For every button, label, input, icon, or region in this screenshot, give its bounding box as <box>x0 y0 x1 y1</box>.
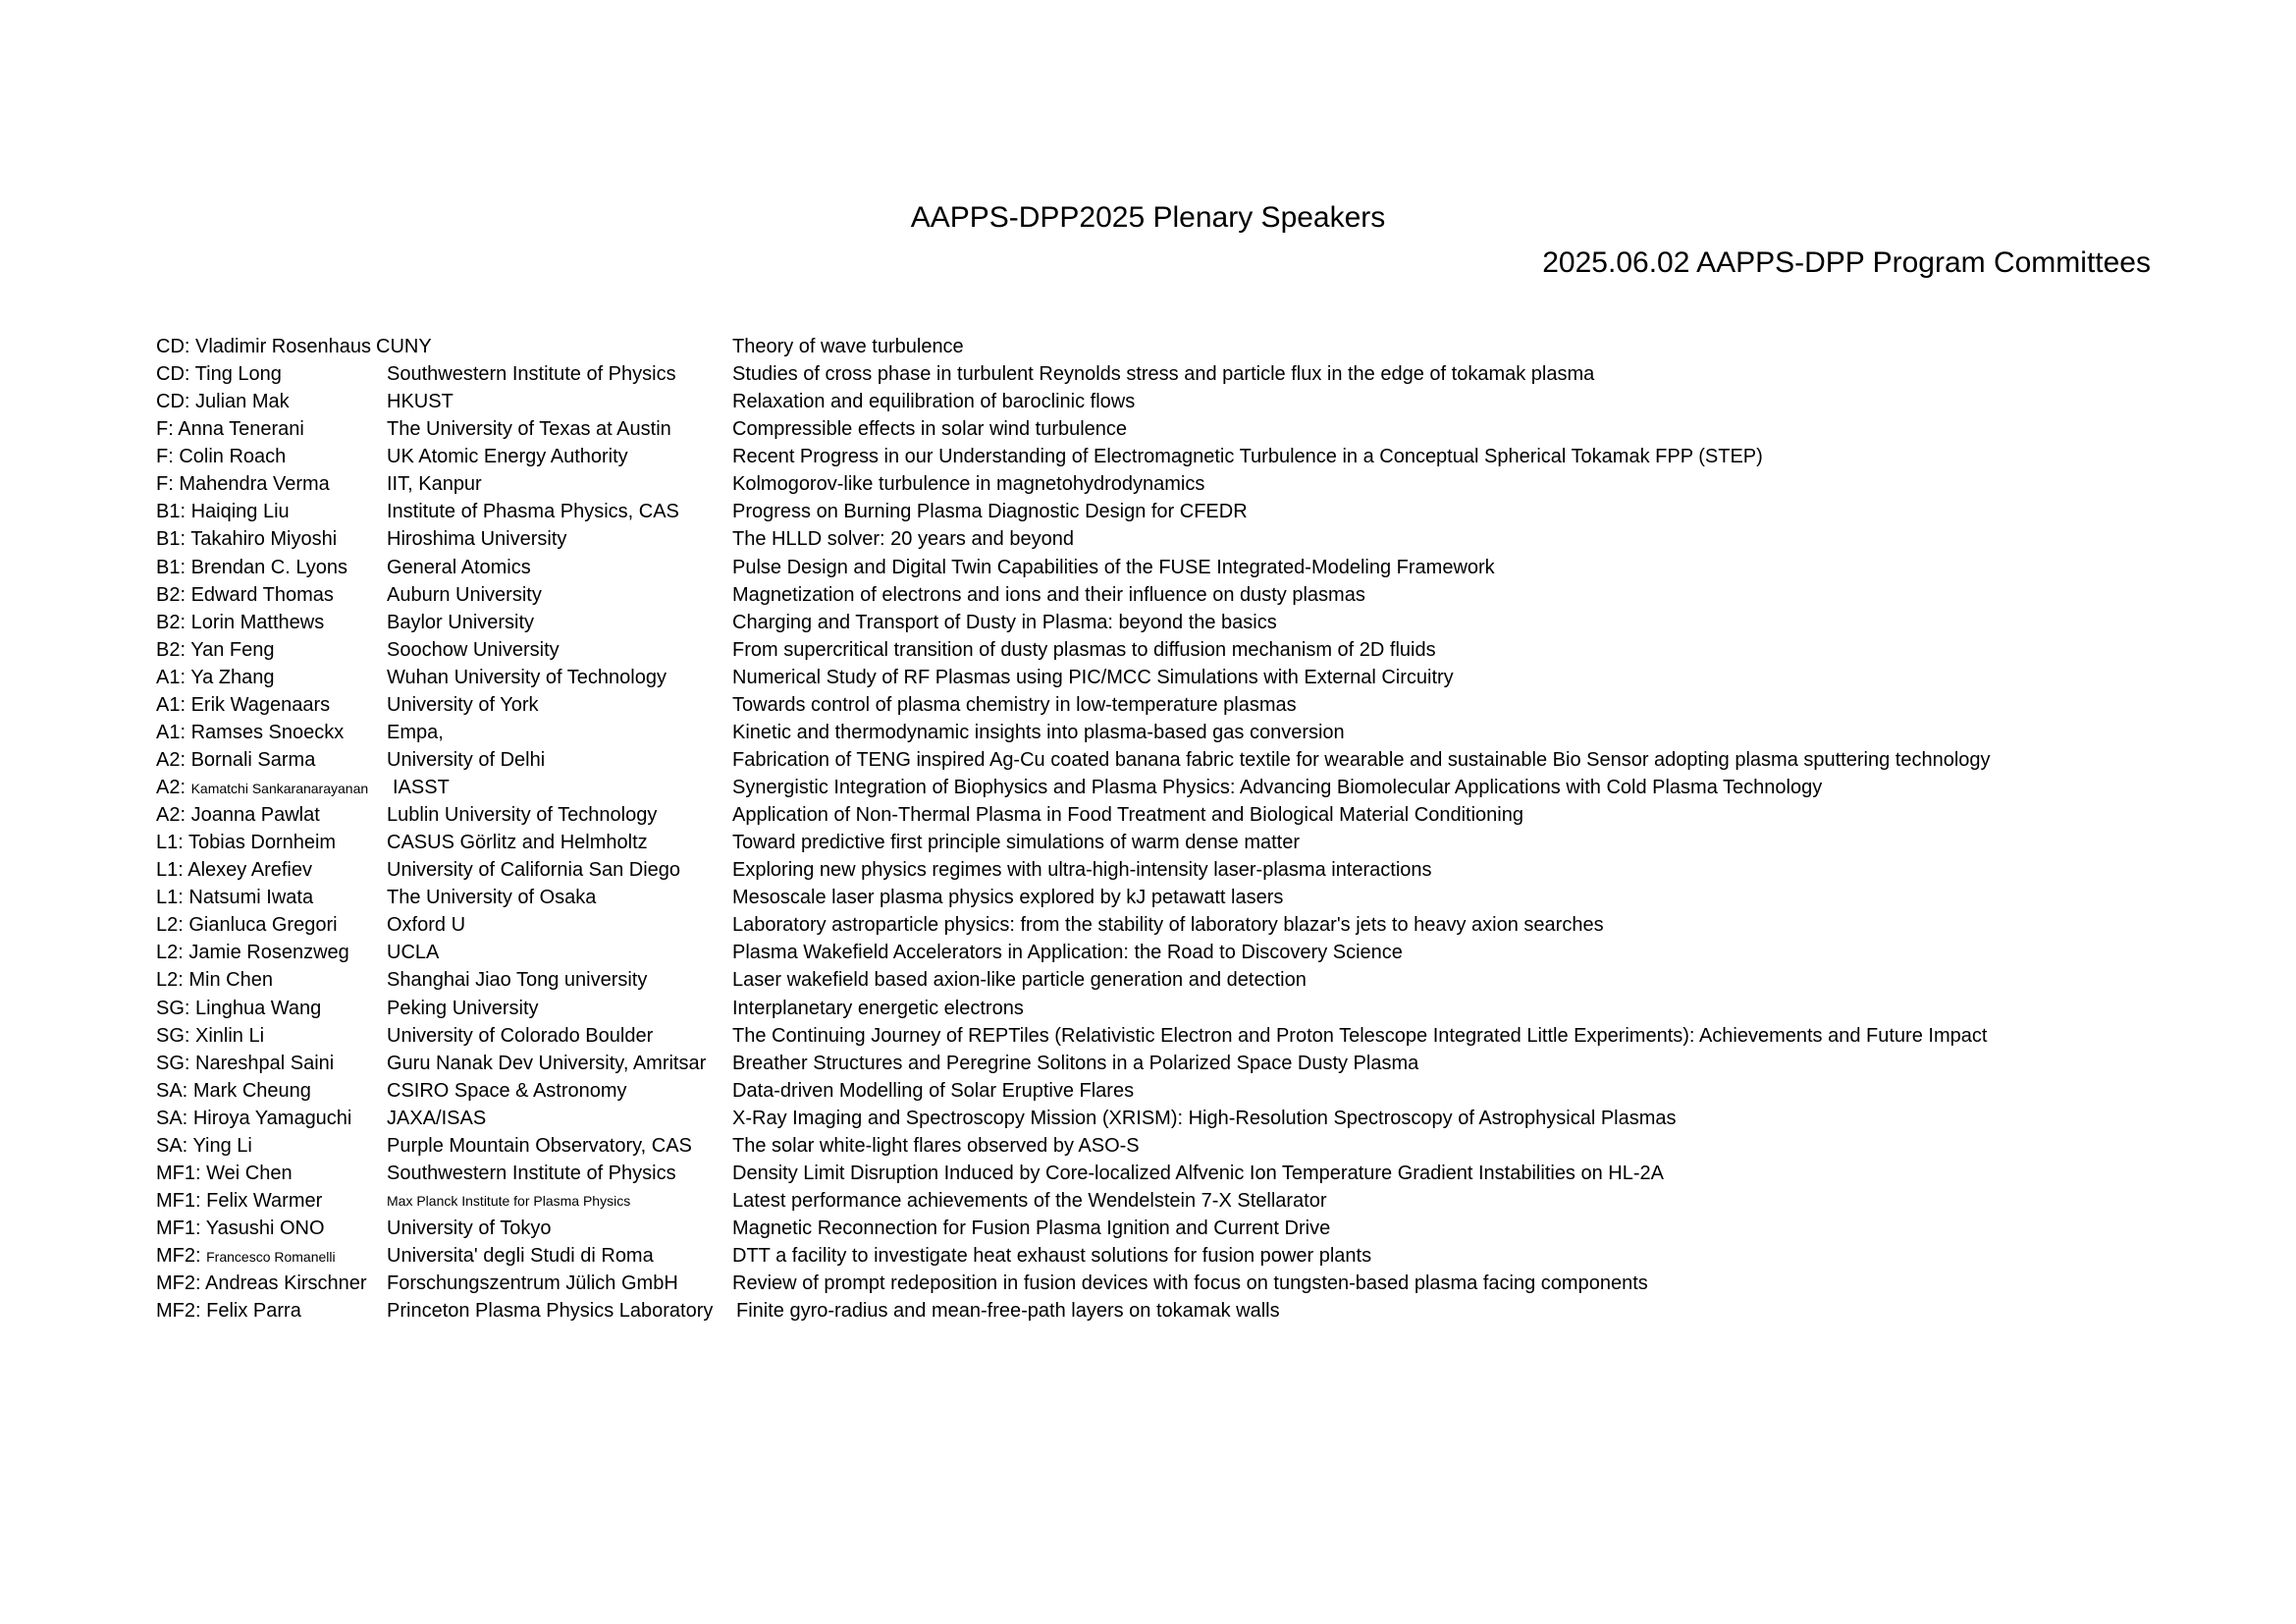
institution: University of York <box>387 693 539 716</box>
institution: University of Delhi <box>387 748 546 771</box>
talk-title: Charging and Transport of Dusty in Plasma: beyond the basics <box>732 611 1277 633</box>
speaker-cell <box>156 581 334 609</box>
table-row <box>156 1270 2217 1297</box>
institution: UK Atomic Energy Authority <box>387 446 628 468</box>
talk-title: Interplanetary energetic electrons <box>732 997 1024 1019</box>
session-code: MF2: <box>156 1245 201 1268</box>
table-row <box>156 636 2217 664</box>
speaker-name: Julian Mak <box>195 391 290 413</box>
session-code: A1: <box>156 721 187 743</box>
table-row <box>156 1242 2217 1270</box>
talk-title: Density Limit Disruption Induced by Core-localized Alfvenic Ion Temperature Gradient Instabilities on HL-2A <box>732 1162 1664 1184</box>
institution: Max Planck Institute for Plasma Physics <box>387 1192 631 1209</box>
speaker-name: Min Chen <box>188 969 273 992</box>
speaker-name: Ying Li <box>192 1134 252 1157</box>
speaker-name: Wei Chen <box>206 1162 293 1184</box>
speaker-cell <box>156 636 274 664</box>
talk-title: Plasma Wakefield Accelerators in Application: the Road to Discovery Science <box>732 942 1403 964</box>
table-row <box>156 1132 2217 1160</box>
page-subtitle: 2025.06.02 AAPPS-DPP Program Committees <box>1542 246 2151 279</box>
speaker-cell <box>156 1077 311 1105</box>
speaker-name: Ting Long <box>194 363 282 386</box>
institution: Guru Nanak Dev University, Amritsar <box>387 1052 707 1074</box>
institution: CSIRO Space & Astronomy <box>387 1079 627 1102</box>
institution: Universita' degli Studi di Roma <box>387 1245 654 1268</box>
talk-title: Pulse Design and Digital Twin Capabilities of the FUSE Integrated-Modeling Framework <box>732 556 1495 578</box>
talk-title: Progress on Burning Plasma Diagnostic Design for CFEDR <box>732 501 1248 523</box>
talk-title: Laser wakefield based axion-like particle generation and detection <box>732 969 1307 992</box>
talk-title: Data-driven Modelling of Solar Eruptive Flares <box>732 1079 1135 1102</box>
session-code: F: <box>156 473 174 496</box>
table-row <box>156 470 2217 498</box>
speaker-name: Hiroya Yamaguchi <box>192 1107 352 1129</box>
speaker-cell <box>156 388 290 415</box>
institution: University of Colorado Boulder <box>387 1024 654 1047</box>
speaker-cell <box>156 609 324 636</box>
session-code: B1: <box>156 501 187 523</box>
speaker-cell <box>156 1022 264 1050</box>
speaker-cell <box>156 884 313 911</box>
institution: The University of Texas at Austin <box>387 418 671 441</box>
table-row <box>156 746 2217 774</box>
talk-title: Magnetization of electrons and ions and their influence on dusty plasmas <box>732 583 1365 606</box>
speaker-name: Ramses Snoeckx <box>190 721 345 743</box>
session-code: A1: <box>156 666 187 688</box>
talk-title: Review of prompt redeposition in fusion devices with focus on tungsten-based plasma facing components <box>732 1272 1648 1295</box>
speaker-cell <box>156 911 338 939</box>
table-row <box>156 829 2217 856</box>
speaker-name: Edward Thomas <box>190 583 334 606</box>
speaker-name: Tobias Dornheim <box>188 832 337 854</box>
session-code: A2: <box>156 804 187 827</box>
session-code: B1: <box>156 528 187 551</box>
talk-title: Kolmogorov-like turbulence in magnetohydrodynamics <box>732 473 1205 496</box>
speaker-name: Mahendra Verma <box>179 473 330 496</box>
speaker-cell <box>156 1160 293 1187</box>
speaker-cell <box>156 691 330 719</box>
session-code: MF2: <box>156 1272 201 1295</box>
session-code: L1: <box>156 832 184 854</box>
speaker-cell <box>156 415 304 443</box>
speaker-name: Bornali Sarma <box>190 748 316 771</box>
speaker-cell <box>156 746 315 774</box>
table-row <box>156 911 2217 939</box>
session-code: L1: <box>156 859 184 882</box>
institution: Wuhan University of Technology <box>387 666 667 688</box>
talk-title: Finite gyro-radius and mean-free-path layers on tokamak walls <box>736 1300 1280 1323</box>
session-code: SA: <box>156 1107 188 1129</box>
table-row <box>156 856 2217 884</box>
institution: General Atomics <box>387 556 531 578</box>
speaker-cell <box>156 1132 252 1160</box>
session-code: B2: <box>156 611 187 633</box>
session-code: SA: <box>156 1079 188 1102</box>
speaker-cell <box>156 774 368 802</box>
talk-title: Numerical Study of RF Plasmas using PIC/MCC Simulations with External Circuitry <box>732 666 1454 688</box>
institution: Peking University <box>387 997 539 1019</box>
table-row <box>156 498 2217 525</box>
speaker-cell <box>156 554 347 581</box>
table-row <box>156 691 2217 719</box>
session-code: CD: <box>156 391 190 413</box>
talk-title: Mesoscale laser plasma physics explored by kJ petawatt lasers <box>732 887 1284 909</box>
table-row <box>156 995 2217 1022</box>
speaker-cell <box>156 1050 334 1077</box>
talk-title: Compressible effects in solar wind turbulence <box>732 418 1128 441</box>
speaker-cell <box>156 856 312 884</box>
institution: University of California San Diego <box>387 859 681 882</box>
speaker-cell <box>156 719 344 746</box>
speaker-cell <box>156 443 286 470</box>
talk-title: DTT a facility to investigate heat exhaust solutions for fusion power plants <box>732 1245 1372 1268</box>
talk-title: Application of Non-Thermal Plasma in Food Treatment and Biological Material Conditioning <box>732 804 1523 827</box>
talk-title: X-Ray Imaging and Spectroscopy Mission (XRISM): High-Resolution Spectroscopy of Astrophysical Plasmas <box>732 1107 1677 1129</box>
session-code: A1: <box>156 693 187 716</box>
speaker-name: Yasushi ONO <box>205 1218 325 1239</box>
table-row <box>156 664 2217 691</box>
talk-title: Studies of cross phase in turbulent Reynolds stress and particle flux in the edge of tokamak plasma <box>732 363 1595 386</box>
speaker-cell <box>156 498 290 525</box>
session-code: MF1: <box>156 1189 201 1212</box>
session-code: B1: <box>156 556 187 578</box>
institution: IIT, Kanpur <box>387 473 482 496</box>
table-row <box>156 360 2217 388</box>
institution: Forschungszentrum Jülich GmbH <box>387 1272 678 1295</box>
table-row <box>156 1105 2217 1132</box>
speaker-name: Xinlin Li <box>195 1024 265 1047</box>
speaker-name: Jamie Rosenzweg <box>188 942 349 964</box>
talk-title: Laboratory astroparticle physics: from the stability of laboratory blazar's jets to heavy axion searches <box>732 914 1604 937</box>
session-code: CD: <box>156 363 190 386</box>
talk-title: Kinetic and thermodynamic insights into plasma-based gas conversion <box>732 721 1345 743</box>
institution: Baylor University <box>387 611 535 633</box>
institution: Empa, <box>387 721 444 743</box>
table-row <box>156 966 2217 994</box>
speaker-name: Colin Roach <box>179 446 287 468</box>
speaker-cell <box>156 1215 325 1242</box>
speaker-cell <box>156 360 282 388</box>
table-row <box>156 1215 2217 1242</box>
speaker-cell <box>156 1270 367 1297</box>
talk-title: Latest performance achievements of the Wendelstein 7-X Stellarator <box>732 1189 1327 1212</box>
session-code: F: <box>156 418 174 441</box>
table-row <box>156 415 2217 443</box>
session-code: A2: <box>156 777 187 798</box>
institution: Hiroshima University <box>387 528 567 551</box>
speaker-name: Felix Warmer <box>206 1189 323 1212</box>
speaker-name: Yan Feng <box>190 638 275 661</box>
speaker-name: Natsumi Iwata <box>188 887 314 909</box>
institution: UCLA <box>387 942 440 964</box>
session-code: MF1: <box>156 1218 201 1239</box>
table-row <box>156 1187 2217 1215</box>
session-code: SG: <box>156 1024 190 1047</box>
session-code: SG: <box>156 997 190 1019</box>
table-row <box>156 1022 2217 1050</box>
speaker-cell <box>156 664 274 691</box>
talk-title: The HLLD solver: 20 years and beyond <box>732 528 1074 551</box>
talk-title: Synergistic Integration of Biophysics and Plasma Physics: Advancing Biomolecular Applications with Cold Plasma Technology <box>732 777 1823 798</box>
talk-title: Towards control of plasma chemistry in low-temperature plasmas <box>732 693 1297 716</box>
speaker-cell <box>156 1297 301 1325</box>
speaker-cell <box>156 995 321 1022</box>
speaker-cell <box>156 333 371 360</box>
table-row <box>156 801 2217 829</box>
talk-title: Relaxation and equilibration of baroclinic flows <box>732 391 1136 413</box>
talk-title: The solar white-light flares observed by ASO-S <box>732 1134 1140 1157</box>
institution: HKUST <box>387 391 454 413</box>
session-code: L1: <box>156 887 184 909</box>
table-row <box>156 774 2217 801</box>
talk-title: Magnetic Reconnection for Fusion Plasma Ignition and Current Drive <box>732 1218 1331 1239</box>
table-row <box>156 1077 2217 1105</box>
session-code: B2: <box>156 583 187 606</box>
talk-title: Toward predictive first principle simulations of warm dense matter <box>732 832 1300 854</box>
session-code: MF2: <box>156 1300 201 1323</box>
institution: Princeton Plasma Physics Laboratory <box>387 1300 714 1323</box>
session-code: B2: <box>156 638 187 661</box>
session-code: A2: <box>156 748 187 771</box>
session-code: L2: <box>156 914 184 937</box>
speaker-name: Linghua Wang <box>195 997 322 1019</box>
talk-title: Breather Structures and Peregrine Solitons in a Polarized Space Dusty Plasma <box>732 1052 1419 1074</box>
institution: The University of Osaka <box>387 887 597 909</box>
session-code: CD: <box>156 336 190 357</box>
speaker-cell <box>156 829 336 856</box>
speaker-name: Lorin Matthews <box>190 611 325 633</box>
speaker-name: Gianluca Gregori <box>188 914 338 937</box>
speaker-name: Kamatchi Sankaranarayanan <box>190 781 369 796</box>
speaker-name: Ya Zhang <box>190 666 275 688</box>
institution: Southwestern Institute of Physics <box>387 363 676 386</box>
table-row <box>156 554 2217 581</box>
table-row <box>156 884 2217 911</box>
talk-title: Recent Progress in our Understanding of Electromagnetic Turbulence in a Conceptual Spherical Tokamak FPP (STEP) <box>732 446 1763 468</box>
speaker-name: Joanna Pawlat <box>190 804 320 827</box>
institution: Auburn University <box>387 583 542 606</box>
institution: Institute of Phasma Physics, CAS <box>387 501 679 523</box>
speaker-name: Anna Tenerani <box>178 418 304 441</box>
speaker-cell <box>156 525 337 553</box>
table-row <box>156 1050 2217 1077</box>
speaker-table <box>156 333 2217 1325</box>
speaker-cell <box>156 801 320 829</box>
talk-title: From supercritical transition of dusty plasmas to diffusion mechanism of 2D fluids <box>732 638 1436 661</box>
speaker-name: Mark Cheung <box>192 1079 311 1102</box>
speaker-name: Erik Wagenaars <box>190 693 331 716</box>
speaker-name: Alexey Arefiev <box>187 859 312 882</box>
institution: Purple Mountain Observatory, CAS <box>387 1134 692 1157</box>
table-row <box>156 719 2217 746</box>
speaker-name: Haiqing Liu <box>190 501 290 523</box>
speaker-cell <box>156 966 273 994</box>
institution: Lublin University of Technology <box>387 804 658 827</box>
talk-title: The Continuing Journey of REPTiles (Relativistic Electron and Proton Telescope Integrated Little Experiments): Achievements and Future Impact <box>732 1024 1988 1047</box>
institution: Shanghai Jiao Tong university <box>387 969 648 992</box>
session-code: SA: <box>156 1134 188 1157</box>
speaker-name: Vladimir Rosenhaus <box>195 336 371 357</box>
institution: University of Tokyo <box>387 1218 552 1239</box>
speaker-cell <box>156 1242 336 1271</box>
table-row <box>156 525 2217 553</box>
speaker-name: Brendan C. Lyons <box>190 556 347 578</box>
table-row <box>156 1160 2217 1187</box>
speaker-cell <box>156 1187 322 1215</box>
table-row <box>156 333 2217 360</box>
table-row <box>156 443 2217 470</box>
institution: Southwestern Institute of Physics <box>387 1162 676 1184</box>
institution: JAXA/ISAS <box>387 1107 487 1129</box>
institution: IASST <box>393 777 450 798</box>
session-code: L2: <box>156 969 184 992</box>
table-row <box>156 939 2217 966</box>
session-code: MF1: <box>156 1162 201 1184</box>
talk-title: Theory of wave turbulence <box>732 336 964 357</box>
speaker-cell <box>156 939 349 966</box>
speaker-cell <box>156 1105 351 1132</box>
institution: Soochow University <box>387 638 560 661</box>
institution: Oxford U <box>387 914 466 937</box>
session-code: L2: <box>156 942 184 964</box>
institution: CASUS Görlitz and Helmholtz <box>387 832 648 854</box>
page-title: AAPPS-DPP2025 Plenary Speakers <box>910 201 1386 234</box>
speaker-name: Andreas Kirschner <box>205 1272 367 1295</box>
talk-title: Fabrication of TENG inspired Ag-Cu coated banana fabric textile for wearable and sustainable Bio Sensor adopting plasma sputtering technology <box>732 748 1991 771</box>
session-code: F: <box>156 446 174 468</box>
table-row <box>156 1297 2217 1325</box>
speaker-name: Takahiro Miyoshi <box>190 528 338 551</box>
table-row <box>156 609 2217 636</box>
session-code: SG: <box>156 1052 190 1074</box>
speaker-name: Nareshpal Saini <box>195 1052 335 1074</box>
speaker-name: Felix Parra <box>206 1300 301 1323</box>
speaker-cell <box>156 470 330 498</box>
talk-title: Exploring new physics regimes with ultra-high-intensity laser-plasma interactions <box>732 859 1432 882</box>
institution: CUNY <box>376 336 432 357</box>
table-row <box>156 581 2217 609</box>
table-row <box>156 388 2217 415</box>
speaker-name: Francesco Romanelli <box>206 1249 336 1266</box>
